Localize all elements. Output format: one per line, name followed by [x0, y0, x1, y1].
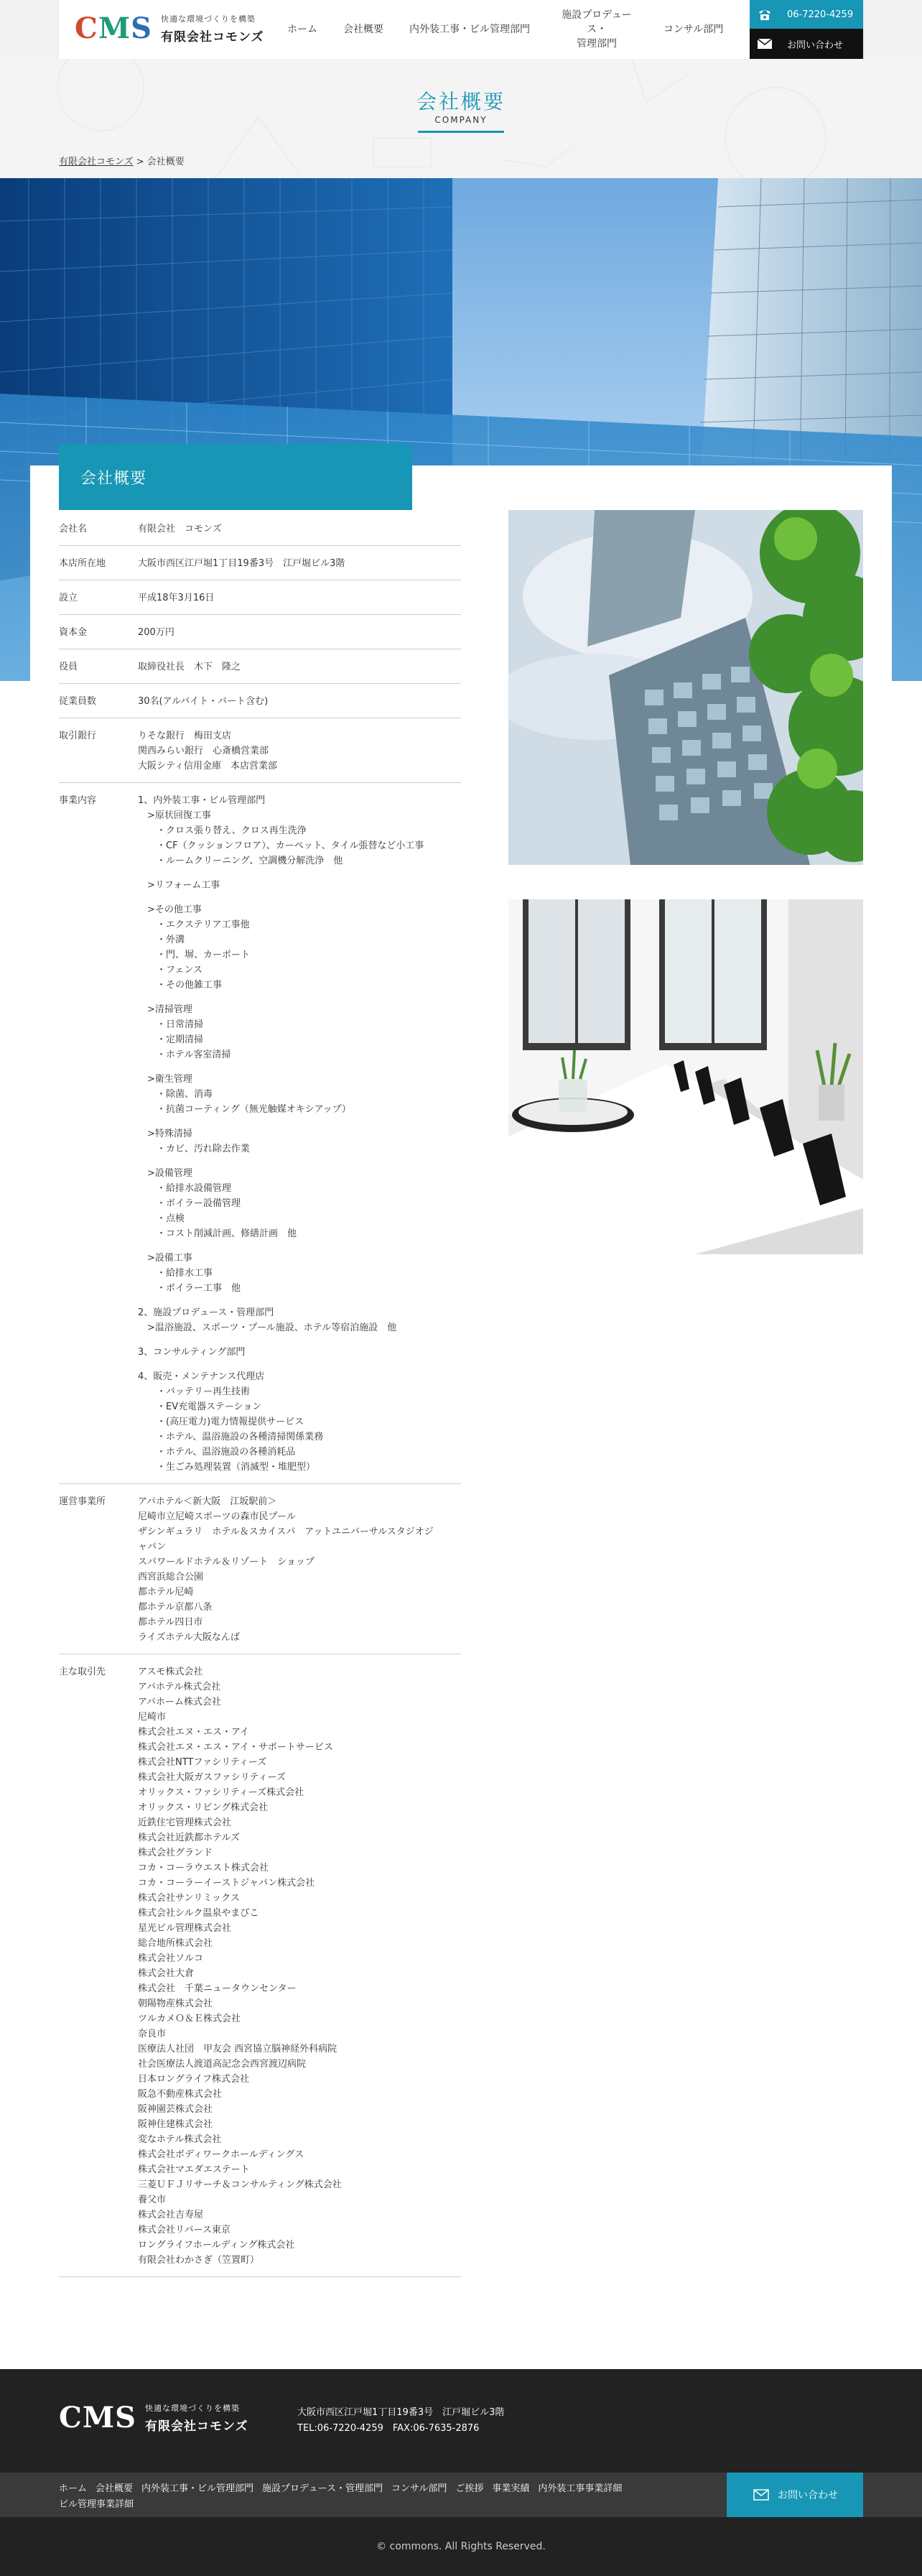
group-spacer — [138, 1117, 461, 1126]
business-line: >温浴施設、スポーツ・プール施設、ホテル等宿泊施設 他 — [138, 1322, 397, 1333]
bank-line: 大阪シティ信用金庫 本店営業部 — [138, 761, 277, 772]
footer-nav — [0, 2473, 922, 2517]
header-bar — [59, 0, 863, 59]
footer-nav-construction[interactable]: 内外装工事・ビル管理部門 — [141, 2483, 254, 2494]
breadcrumb-home-link[interactable]: 有限会社コモンズ — [59, 157, 134, 167]
footer-nav-consulting[interactable]: コンサル部門 — [391, 2483, 447, 2494]
profile-row-officer — [59, 649, 461, 684]
header-cta — [750, 0, 863, 59]
footer-contact-button[interactable] — [727, 2473, 863, 2517]
footer-nav-greeting[interactable]: ご挨拶 — [455, 2483, 484, 2494]
business-line: ・CF（クッションフロア）、カーペット、タイル張替など小工事 — [138, 840, 424, 851]
client-line: 医療法人社団 甲友会 西宮協立脳神経外科病院 — [138, 2044, 337, 2054]
client-line: 株式会社ソルコ — [138, 1953, 204, 1964]
office-meeting-room-photo — [508, 899, 863, 1254]
client-line: 株式会社シルク温泉やまびこ — [138, 1908, 259, 1919]
business-line: ・日常清掃 — [138, 1019, 204, 1030]
client-line: 株式会社ボディワークホールディングス — [138, 2149, 304, 2160]
business-line: >リフォーム工事 — [138, 880, 220, 891]
business-line: ・バッテリー再生技術 — [138, 1386, 251, 1397]
business-line: ・フェンス — [138, 965, 202, 976]
profile-row-company-name — [59, 511, 461, 546]
footer-nav-building-detail[interactable]: ビル管理事業詳細 — [59, 2499, 134, 2510]
client-line: アスモ株式会社 — [138, 1667, 203, 1677]
business-line: ・エクステリア工事他 — [138, 919, 250, 930]
footer-tel-fax: TEL:06-7220-4259 FAX:06-7635-2876 — [297, 2423, 480, 2434]
row-label: 取引銀行 — [59, 731, 97, 741]
business-line: ・カビ、汚れ除去作業 — [138, 1144, 250, 1154]
business-line: ・ルームクリーニング、空調機分解洗浄 他 — [138, 856, 343, 866]
facility-line: 都ホテル尼崎 — [138, 1587, 194, 1598]
footer-address-block — [297, 2405, 504, 2437]
company-profile-table — [59, 511, 461, 2277]
group-spacer — [138, 1157, 461, 1166]
page-title-en: COMPANY — [434, 115, 488, 125]
business-line: ・生ごみ処理装置（消滅型・堆肥型） — [138, 1462, 316, 1473]
header-tel-button[interactable] — [750, 0, 863, 29]
business-line: >原状回復工事 — [138, 810, 211, 821]
business-line: ・ホテル、温浴施設の各種清掃関係業務 — [138, 1432, 324, 1442]
business-line: ・ホテル客室清掃 — [138, 1050, 231, 1060]
footer-logo-mark: CMS — [59, 2401, 136, 2434]
business-line: ・門、塀、カーポート — [138, 950, 251, 960]
business-line: ・点検 — [138, 1213, 185, 1224]
client-line: ツルカメＯ＆Ｅ株式会社 — [138, 2014, 241, 2024]
client-line: コカ・コーラーイーストジャパン株式会社 — [138, 1878, 315, 1889]
page-title-area — [0, 59, 922, 178]
breadcrumb — [59, 154, 185, 167]
business-line: ・コスト削減計画、修繕計画 他 — [138, 1228, 297, 1239]
profile-row-employees — [59, 684, 461, 718]
client-line: 株式会社大阪ガスファシリティーズ — [138, 1772, 286, 1783]
profile-row-facilities — [59, 1484, 461, 1654]
row-label: 主な取引先 — [59, 1667, 106, 1677]
header-tel-number: 06-7220-4259 — [787, 9, 854, 20]
client-line: 株式会社グランド — [138, 1848, 213, 1858]
footer-nav-home[interactable]: ホーム — [59, 2483, 88, 2494]
client-line: 社会医療法人渡道高記念会西宮渡辺病院 — [138, 2059, 307, 2070]
client-line: 有限会社わかさぎ（笠置町） — [138, 2255, 260, 2266]
client-line: 朝陽物産株式会社 — [138, 1998, 213, 2009]
business-line: ・ボイラー設備管理 — [138, 1198, 241, 1209]
client-line: 阪神住建株式会社 — [138, 2119, 213, 2130]
facility-line: ザシンギュラリ ホテル＆スカイスパ アットユニバーサルスタジオジ — [138, 1526, 434, 1537]
client-line: 三菱ＵＦＪリサーチ＆コンサルティング株式会社 — [138, 2179, 342, 2190]
mail-icon — [752, 2487, 770, 2503]
business-line: ・外溝 — [138, 935, 185, 945]
row-value: 平成18年3月16日 — [138, 593, 215, 603]
row-label: 資本金 — [59, 627, 88, 638]
business-line: >特殊清掃 — [138, 1129, 192, 1139]
mail-icon — [755, 36, 774, 52]
page-title: 会社概要 — [416, 90, 506, 113]
breadcrumb-separator: > — [133, 157, 147, 167]
footer-logo-tagline: 快適な環境づくりを構築 — [145, 2403, 240, 2413]
row-value: 大阪市西区江戸堀1丁目19番3号 江戸堀ビル3階 — [138, 558, 345, 569]
client-line: オリックス・ファシリティーズ株式会社 — [138, 1787, 304, 1798]
footer-logo-text — [145, 2402, 248, 2434]
nav-facility[interactable]: 施設プロデュース・ 管理部門 — [562, 9, 632, 50]
breadcrumb-current: 会社概要 — [146, 157, 185, 167]
business-line: 2、施設プロデュース・管理部門 — [138, 1307, 274, 1318]
group-spacer — [138, 1335, 461, 1345]
footer-nav-facility[interactable]: 施設プロデュース・管理部門 — [262, 2483, 383, 2494]
client-line: 株式会社サンリミックス — [138, 1893, 240, 1904]
global-nav — [274, 0, 736, 59]
title-underline — [418, 131, 504, 133]
client-line: 株式会社エヌ・エス・アイ・サポートサービス — [138, 1742, 333, 1753]
facility-line: 尼崎市立尼崎スポーツの森市民プール — [138, 1511, 296, 1522]
client-line: 日本ロングライフ株式会社 — [138, 2074, 249, 2085]
client-line: 株式会社リバース東京 — [138, 2225, 230, 2236]
client-line: アパホーム株式会社 — [138, 1697, 221, 1708]
footer-address: 大阪市西区江戸堀1丁目19番3号 江戸堀ビル3階 — [297, 2407, 505, 2418]
client-line: 星光ビル管理株式会社 — [138, 1923, 232, 1934]
client-line: 株式会社 千葉ニュータウンセンター — [138, 1983, 297, 1994]
section-heading: 会社概要 — [59, 444, 412, 510]
group-spacer — [138, 1360, 461, 1369]
profile-row-business — [59, 783, 461, 1484]
group-spacer — [138, 993, 461, 1002]
row-label: 会社名 — [59, 524, 88, 534]
row-value — [138, 728, 461, 774]
client-line: コカ・コーラウエスト株式会社 — [138, 1863, 269, 1873]
row-label: 事業内容 — [59, 795, 97, 806]
business-line: 1、内外装工事・ビル管理部門 — [138, 795, 266, 806]
row-value: 有限会社 コモンズ — [138, 524, 222, 534]
row-label: 役員 — [59, 662, 78, 672]
client-line: ロングライフホールディング株式会社 — [138, 2240, 295, 2251]
business-list — [138, 793, 461, 1475]
client-line: アパホテル株式会社 — [138, 1682, 221, 1692]
footer-nav-results[interactable]: 事業実績 — [492, 2483, 530, 2494]
client-line: 近鉄住宅管理株式会社 — [138, 1817, 232, 1828]
facility-line: アパホテル＜新大阪 江坂駅前＞ — [138, 1496, 277, 1507]
business-line: 4、販売・メンテナンス代理店 — [138, 1371, 265, 1382]
client-line: 養父市 — [138, 2195, 167, 2205]
business-line: >設備管理 — [138, 1168, 192, 1179]
site-logo[interactable] — [75, 10, 264, 47]
client-line: 株式会社NTTファシリティーズ — [138, 1757, 267, 1768]
client-line: 株式会社近鉄都ホテルズ — [138, 1833, 240, 1843]
row-value: 取締役社長 木下 隆之 — [138, 662, 241, 672]
group-spacer — [138, 1241, 461, 1251]
footer-nav-links — [59, 2481, 676, 2513]
group-spacer — [138, 1296, 461, 1305]
client-line: 株式会社エヌ・エス・アイ — [138, 1727, 249, 1738]
row-label: 本店所在地 — [59, 558, 106, 569]
phone-icon — [755, 6, 774, 22]
footer-logo-company-name: 有限会社コモンズ — [145, 2419, 248, 2434]
footer-logo[interactable] — [59, 2401, 248, 2434]
business-line: >設備工事 — [138, 1253, 192, 1264]
profile-row-clients — [59, 1654, 461, 2277]
nav-consulting[interactable]: コンサル部門 — [663, 23, 724, 35]
business-line: ・クロス張り替え、クロス再生洗浄 — [138, 825, 307, 836]
footer-nav-construction-detail[interactable]: 内外装工事事業詳細 — [538, 2483, 623, 2494]
business-line: ・EV充電器ステーション — [138, 1401, 262, 1412]
business-line: ・給排水工事 — [138, 1268, 213, 1279]
header — [0, 0, 922, 59]
group-spacer — [138, 1062, 461, 1072]
business-line: 3、コンサルティング部門 — [138, 1347, 246, 1358]
client-line: 株式会社マエダエステート — [138, 2164, 250, 2175]
business-line: ・ホテル、温浴施設の各種消耗品 — [138, 1447, 296, 1458]
business-line: ・その他雑工事 — [138, 980, 223, 991]
nav-home[interactable]: ホーム — [287, 23, 317, 35]
facility-line: スパワールドホテル＆リゾート ショップ — [138, 1557, 315, 1567]
logo-text — [161, 13, 264, 45]
bank-line: りそな銀行 梅田支店 — [138, 731, 232, 741]
business-line: ・給排水設備管理 — [138, 1183, 232, 1194]
logo-tagline: 快適な環境づくりを構築 — [161, 14, 256, 24]
row-label: 従業員数 — [59, 696, 97, 707]
group-spacer — [138, 893, 461, 902]
row-label: 運営事業所 — [59, 1496, 106, 1507]
business-line: ・定期清掃 — [138, 1034, 204, 1045]
client-line: 株式会社大倉 — [138, 1968, 195, 1979]
client-line: 阪急不動産株式会社 — [138, 2089, 223, 2100]
logo-mark: CMS — [75, 11, 153, 45]
facility-line: ャパン — [138, 1542, 167, 1552]
business-line: >清掃管理 — [138, 1004, 192, 1015]
profile-row-established — [59, 580, 461, 615]
business-line: ・抗菌コーティング（無光触媒オキシアップ） — [138, 1104, 351, 1115]
clients-list — [138, 1664, 461, 2268]
nav-company[interactable]: 会社概要 — [343, 23, 383, 35]
client-line: 尼崎市 — [138, 1712, 167, 1723]
client-line: 阪神園芸株式会社 — [138, 2104, 213, 2115]
business-line: ・除菌、消毒 — [138, 1089, 213, 1100]
business-line: >その他工事 — [138, 904, 202, 915]
facility-line: 西宮浜総合公園 — [138, 1572, 204, 1583]
building-greenery-photo — [508, 510, 863, 865]
facilities-list — [138, 1494, 461, 1645]
header-contact-label: お問い合わせ — [787, 40, 844, 51]
nav-construction[interactable]: 内外装工事・ビル管理部門 — [409, 23, 530, 35]
business-line: >衛生管理 — [138, 1074, 192, 1085]
client-line: 奈良市 — [138, 2029, 167, 2039]
profile-row-banks — [59, 718, 461, 783]
facility-line: 都ホテル京都八条 — [138, 1602, 213, 1613]
group-spacer — [138, 868, 461, 878]
facility-line: ライズホテル大阪なんば — [138, 1632, 240, 1643]
client-line: 総合地所株式会社 — [138, 1938, 213, 1949]
client-line: 変なホテル株式会社 — [138, 2134, 222, 2145]
footer-contact-label: お問い合わせ — [778, 2490, 838, 2501]
row-value: 200万円 — [138, 627, 174, 638]
logo-company-name: 有限会社コモンズ — [161, 30, 264, 45]
bank-line: 関西みらい銀行 心斎橋営業部 — [138, 746, 269, 756]
profile-row-capital — [59, 615, 461, 649]
profile-row-address — [59, 546, 461, 580]
business-line: ・ボイラー工事 他 — [138, 1283, 241, 1294]
client-line: 株式会社吉寿屋 — [138, 2210, 204, 2220]
row-value: 30名(アルバイト・パート含む) — [138, 696, 269, 707]
footer — [0, 2369, 922, 2473]
header-contact-button[interactable] — [750, 29, 863, 59]
business-line: ・(高圧電力)電力情報提供サービス — [138, 1417, 304, 1427]
copyright: © commons. All Rights Reserved. — [0, 2517, 922, 2576]
row-label: 設立 — [59, 593, 78, 603]
footer-nav-company[interactable]: 会社概要 — [96, 2483, 134, 2494]
client-line: オリックス・リビング株式会社 — [138, 1802, 269, 1813]
facility-line: 都ホテル四日市 — [138, 1617, 203, 1628]
